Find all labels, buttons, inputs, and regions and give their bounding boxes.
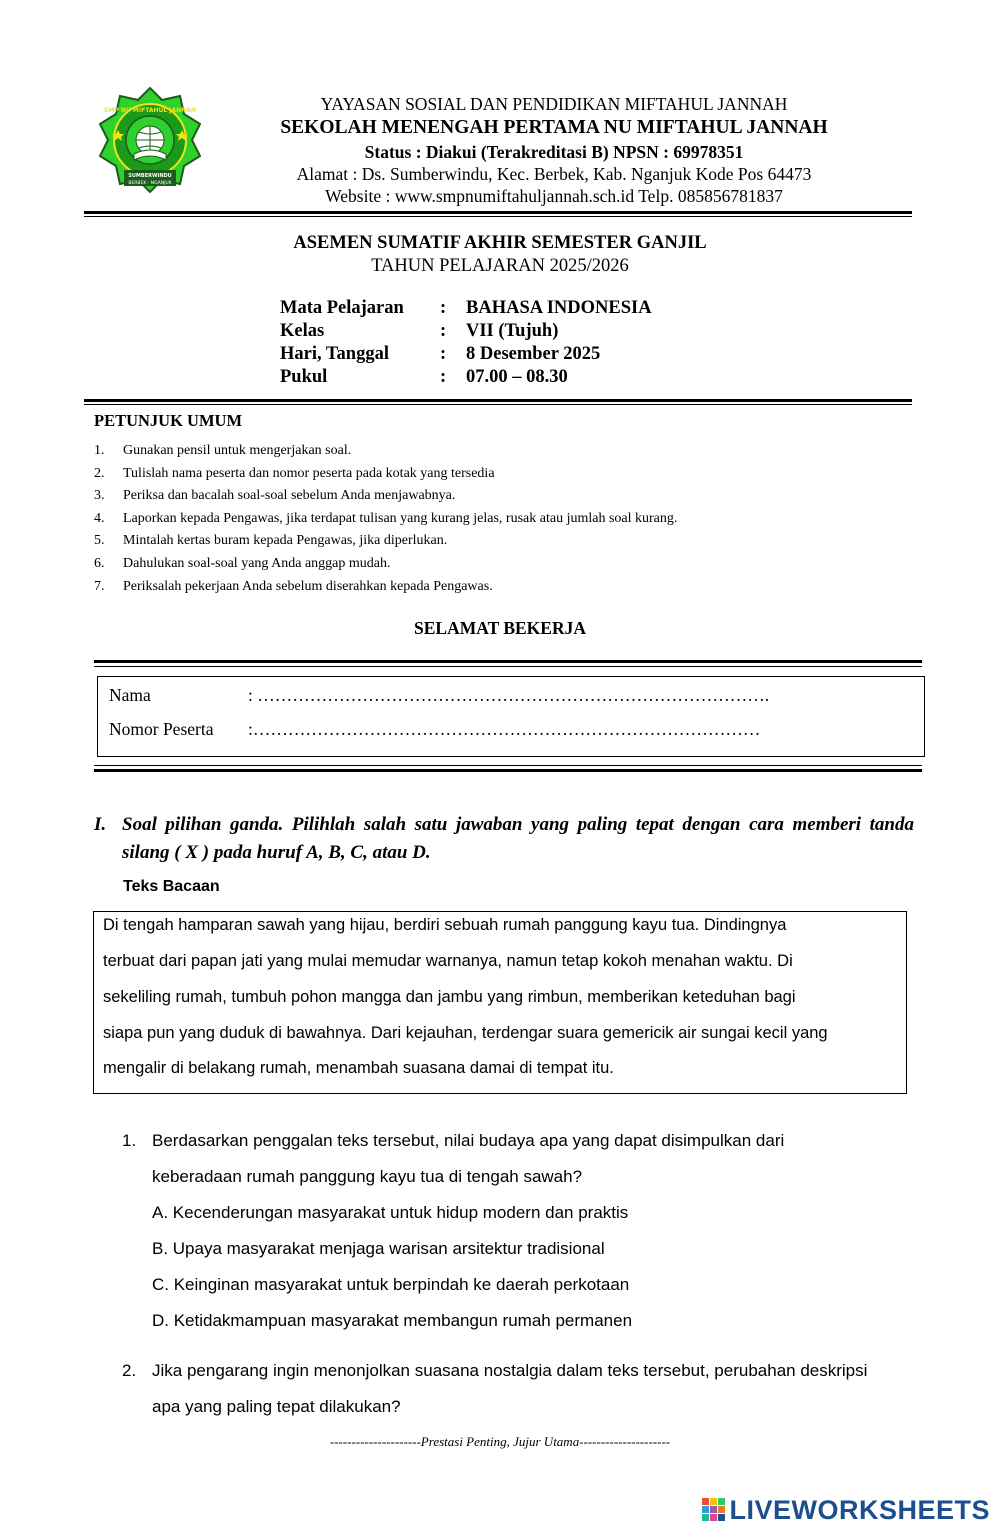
school-status: Status : Diakui (Terakreditasi B) NPSN : 69978351	[364, 142, 744, 162]
reading-line: siapa pun yang duduk di bawahnya. Dari kejauhan, terdengar suara gemericik air sungai kecil yang	[103, 1024, 828, 1042]
identity-box	[97, 676, 925, 757]
identity-rule-top-thin	[94, 666, 922, 667]
instruction-item: 4. Laporkan kepada Pengawas, jika terdapat tulisan yang kurang jelas, rusak atau jumlah soal kurang.	[94, 511, 678, 526]
reading-line: sekeliling rumah, tumbuh pohon mangga dan jambu yang rimbun, memberikan keteduhan bagi	[103, 988, 796, 1006]
header-rule-thin	[84, 216, 912, 217]
school-logo	[94, 86, 206, 208]
liveworksheets-brand[interactable]	[701, 1490, 990, 1530]
question-text: keberadaan rumah panggung kayu tua di tengah sawah?	[152, 1167, 583, 1186]
instruction-item: 7. Periksalah pekerjaan Anda sebelum diserahkan kepada Pengawas.	[94, 579, 493, 594]
school-address: Alamat : Ds. Sumberwindu, Kec. Berbek, Kab. Nganjuk Kode Pos 64473	[296, 164, 812, 184]
reading-line: mengalir di belakang rumah, menambah suasana damai di tempat itu.	[103, 1059, 614, 1077]
question-number: 1.	[122, 1131, 137, 1150]
question-text: Berdasarkan penggalan teks tersebut, nilai budaya apa yang dapat disimpulkan dari	[152, 1131, 785, 1150]
instruction-item: 6. Dahulukan soal-soal yang Anda anggap mudah.	[94, 556, 391, 571]
liveworksheets-logo-icon	[701, 1497, 727, 1523]
svg-text:SUMBERWINDU: SUMBERWINDU	[128, 173, 172, 179]
question-number: 2.	[122, 1361, 137, 1380]
liveworksheets-text: LIVEWORKSHEETS	[729, 1494, 990, 1525]
section-number: I.	[94, 814, 107, 835]
participant-number-label: Nomor Peserta	[109, 719, 214, 739]
instructions-title: PETUNJUK UMUM	[94, 411, 243, 430]
closing-greeting: SELAMAT BEKERJA	[414, 618, 586, 638]
name-field[interactable]: : …………………………………………………………………………….	[248, 685, 770, 705]
instruction-item: 2. Tulislah nama peserta dan nomor peserta pada kotak yang tersedia	[94, 466, 495, 481]
reading-label: Teks Bacaan	[123, 878, 220, 895]
exam-year: TAHUN PELAJARAN 2025/2026	[371, 256, 629, 276]
reading-passage	[93, 911, 907, 1094]
question-text: apa yang paling tepat dilakukan?	[152, 1397, 401, 1416]
option-a[interactable]: A. Kecenderungan masyarakat untuk hidup modern dan praktis	[152, 1203, 629, 1222]
school-logo-graphic	[94, 86, 206, 208]
instruction-item: 3. Periksa dan bacalah soal-soal sebelum Anda menjawabnya.	[94, 488, 456, 503]
school-website: Website : www.smpnumiftahuljannah.sch.id Telp. 085856781837	[325, 186, 783, 206]
identity-rule-bottom-thick	[94, 769, 922, 772]
section-instructions-line1: Soal pilihan ganda. Pilihlah salah satu jawaban yang paling tepat dengan cara memberi tanda	[122, 814, 914, 835]
reading-line: terbuat dari papan jati yang mulai memudar warnanya, namun tetap kokoh menahan waktu. Di	[103, 952, 793, 970]
name-label: Nama	[109, 685, 151, 705]
info-rule-thin	[84, 404, 912, 405]
section-instructions-line2: silang ( X ) pada huruf A, B, C, atau D.	[122, 842, 431, 863]
foundation-name: YAYASAN SOSIAL DAN PENDIDIKAN MIFTAHUL JANNAH	[320, 94, 788, 114]
identity-rule-top-thick	[94, 660, 922, 663]
svg-text:BERBEK - NGANJUK: BERBEK - NGANJUK	[128, 181, 172, 186]
footer-motto: ---------------------Prestasi Penting, Jujur Utama---------------------	[329, 1434, 671, 1449]
instruction-item: 1. Gunakan pensil untuk mengerjakan soal.	[94, 443, 352, 458]
school-name: SEKOLAH MENENGAH PERTAMA NU MIFTAHUL JANNAH	[280, 117, 828, 138]
reading-line: Di tengah hamparan sawah yang hijau, berdiri sebuah rumah panggung kayu tua. Dindingnya	[103, 916, 787, 934]
option-d[interactable]: D. Ketidakmampuan masyarakat membangun rumah permanen	[152, 1311, 633, 1330]
participant-number-field[interactable]: :……………………………………………………………………………	[248, 719, 761, 739]
question-text: Jika pengarang ingin menonjolkan suasana nostalgia dalam teks tersebut, perubahan deskripsi	[152, 1361, 868, 1380]
svg-text:SMP NU MIFTAHUL JANNAH: SMP NU MIFTAHUL JANNAH	[104, 107, 196, 114]
option-c[interactable]: C. Keinginan masyarakat untuk berpindah ke daerah perkotaan	[152, 1275, 630, 1294]
exam-title: ASEMEN SUMATIF AKHIR SEMESTER GANJIL	[293, 233, 707, 253]
identity-rule-bottom-thin	[94, 765, 922, 766]
header-rule-thick	[84, 211, 912, 214]
instruction-item: 5. Mintalah kertas buram kepada Pengawas, jika diperlukan.	[94, 533, 448, 548]
info-rule-thick	[84, 399, 912, 402]
option-b[interactable]: B. Upaya masyarakat menjaga warisan arsitektur tradisional	[152, 1239, 605, 1258]
